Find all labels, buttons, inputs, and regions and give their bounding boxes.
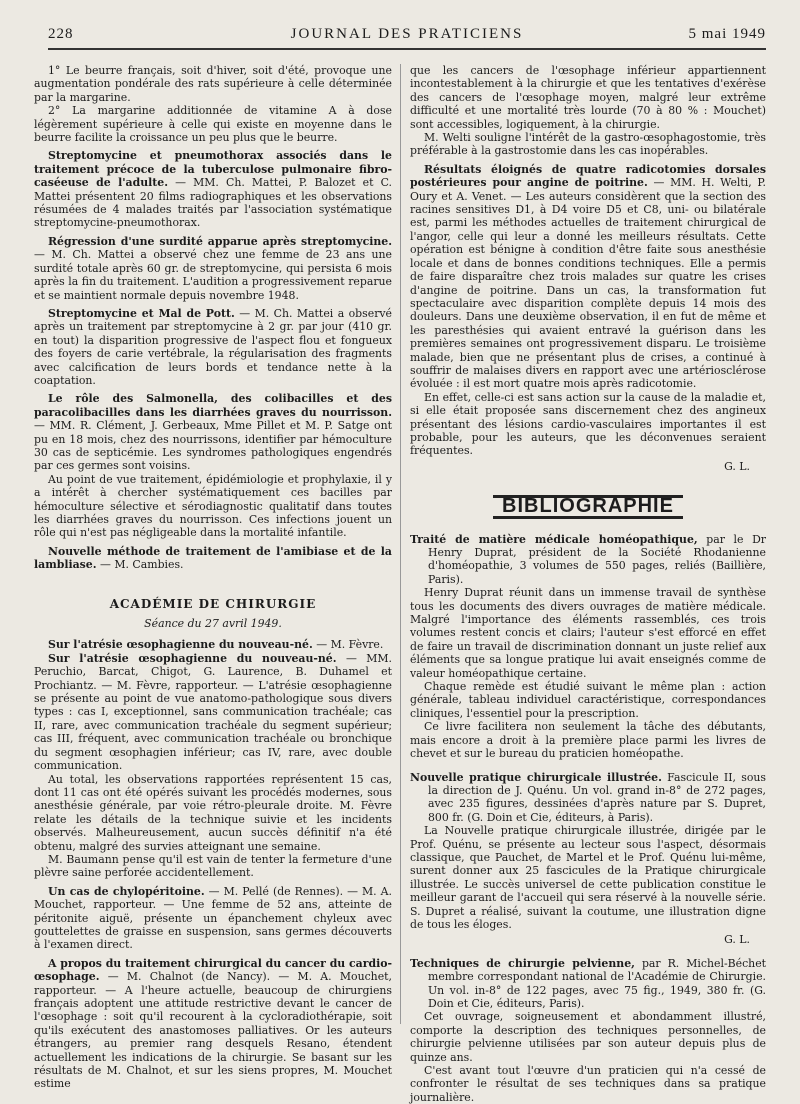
article-title: Streptomycine et Mal de Pott.	[48, 306, 235, 320]
article-item	[34, 235, 392, 302]
article-title: Régression d'une surdité apparue après streptomycine.	[48, 234, 392, 248]
article-item	[34, 957, 392, 1091]
bib-citation	[410, 533, 766, 587]
article-item	[34, 652, 392, 773]
paragraph: Cet ouvrage, soigneusement et abondamment illustré, comporte la description des techniques personnelles, de chirurgie pelvienne utilisées par son auteur depuis plus de quinze ans.	[410, 1010, 766, 1064]
article-body: — M. Pellé (de Rennes). — M. A. Mouchet, rapporteur. — Une femme de 52 ans, atteinte de péritonite aiguë, présente un épanchement chyleux avec gouttelettes de graisse en suspension, sans germes découverts à l'examen direct.	[34, 884, 392, 952]
bibliography-heading: BIBLIOGRAPHIE	[493, 495, 683, 518]
bib-title: Traité de matière médicale homéopathique,	[410, 532, 698, 546]
article-item	[34, 545, 392, 572]
article-body: — M. Ch. Mattei a observé après un traitement par streptomycine à 2 gr. par jour (410 gr. en tout) la disparition progressive de l'aspect flou et fongueux des foyers de carie vertébrale, la régularisation des fragments avec calcification de leurs bords et tendance nette à la coaptation.	[34, 306, 392, 387]
bib-entry	[410, 533, 766, 761]
bib-entry	[410, 771, 766, 947]
paragraph: Henry Duprat réunit dans un immense travail de synthèse tous les documents des divers ouvrages de matière médicale. Malgré l'importance des éléments rassemblés, ces trois volumes restent concis et clairs; l'auteur s'est efforcé en effet de faire un travail de discrimination donnant un juste relief aux éléments que sa longue pratique lui avait enseignés comme de valeur homéopathique certaine.	[410, 586, 766, 680]
paragraph: Au total, les observations rapportées représentent 15 cas, dont 11 cas ont été opérés suivant les procédés modernes, sous anesthésie générale, par voie rétro-pleurale droite. M. Fèvre relate les détails de la technique suivie et les incidents observés. Malheureusement, aucun succès définitif n'a été obtenu, malgré des survies atteignant une semaine.	[34, 772, 392, 853]
bib-details: par R. Michel-Béchet membre correspondant national de l'Académie de Chirurgie. Un vol. in-8° de 122 pages, avec 75 fig., 1949, 380 fr. (G. Doin et Cie, éditeurs, Paris).	[428, 956, 767, 1010]
paragraph: que les cancers de l'œsophage inférieur appartiennent incontestablement à la chirurgie et que les tentatives d'exérèse des cancers de l'œsophage moyen, malgré leur extrême difficulté et une mortalité très lourde (70 à 80 % : Mouchet) sont accessibles, logiquement, à la chirurgie.	[410, 64, 766, 131]
journal-title: JOURNAL DES PRATICIENS	[290, 26, 524, 42]
article-body: — MM. R. Clément, J. Gerbeaux, Mme Pillet et M. P. Satge ont pu en 18 mois, chez des nourrissons, identifier par hémoculture 30 cas de septicémie. Les syndromes pathologiques engendrés par ces germes sont voisins.	[34, 419, 392, 473]
article-title: Résultats éloignés de quatre radicotomies dorsales postérieures pour angine de poitrine.	[410, 162, 766, 190]
article-body: — MM. Ch. Mattei, P. Balozet et C. Mattei présentent 20 films radiographiques et les observations résumées de 4 malades traités par l'association systématique streptomycine-pneumothorax.	[34, 176, 392, 230]
article-body: — M. Chalnot (de Nancy). — M. A. Mouchet, rapporteur. — A l'heure actuelle, beaucoup de chirurgiens français adoptent une attitude restrictive devant le cancer de l'œsophage : soit qu'il recourent à la cycloradiothérapie, soit qu'ils exécutent des anastomoses palliatives. Or les auteurs étrangers, au premier rang desquels Resano, étendent actuellement les indications de la chirurgie. Se basant sur les résultats de M. Chalnot, et sur les siens propres, M. Mouchet estime	[34, 970, 392, 1091]
article-title: Un cas de chylopéritoine.	[48, 884, 205, 898]
bib-entry	[410, 957, 766, 1104]
article-item	[34, 638, 392, 651]
article-title: Sur l'atrésie œsophagienne du nouveau-né.	[48, 651, 337, 665]
article-body: — M. Cambies.	[99, 558, 184, 572]
paragraph: 2° La margarine additionnée de vitamine A à dose légèrement supérieure à celle qui existe en moyenne dans le beurre facilite la croissance un peu plus que le beurre.	[34, 104, 392, 145]
paragraph: 1° Le beurre français, soit d'hiver, soit d'été, provoque une augmentation pondérale des rats supérieure à celle déterminée par la margarine.	[34, 64, 392, 104]
bib-title: Nouvelle pratique chirurgicale illustrée.	[410, 770, 662, 784]
paragraph: C'est avant tout l'œuvre d'un praticien qui n'a cessé de confronter le résultat de ses techniques dans sa pratique journalière.	[410, 1064, 766, 1104]
article-item	[410, 163, 766, 391]
article-body: — MM. Peruchio, Barcat, Chigot, G. Laurence, B. Duhamel et Prochiantz. — M. Fèvre, rapporteur. — L'atrésie œsophagienne se présente au point de vue anatomo-pathologique sous divers types : cas I, exceptionnel, sans communication trachéale; cas II, rare, avec communication trachéale du segment supérieur; cas III, fréquent, avec communication trachéale ou bronchique du segment œsophagien inférieur; cas IV, rare, avec double communication.	[34, 651, 392, 773]
article-body: — M. Fèvre.	[316, 638, 384, 652]
bib-details: par le Dr Henry Duprat, président de la Société Rhodanienne d'homéopathie, 3 volumes de 550 pages, reliés (Baillière, Paris).	[428, 532, 767, 586]
bib-citation	[410, 957, 766, 1011]
paragraph: En effet, celle-ci est sans action sur la cause de la maladie et, si elle était proposée sans discernement chez des angineux présentant des lésions cardio-vasculaires importantes il est probable, pour les auteurs, que les déconvenues seraient fréquentes.	[410, 390, 766, 458]
article-body: — MM. H. Welti, P. Oury et A. Venet. — Les auteurs considèrent que la section des racines sensitives D1, à D4 voire D5 et C8, uni- ou bilatérale est, parmi les méthodes actuelles de traitement chirurgical de l'angor, celle qui leur a donné les meilleurs résultats. Cette opération est bénigne à condition d'être faite sous anesthésie locale et dans de bonnes conditions techniques. Elle a permis de faire disparaître chez trois malades sur quatre les crises d'angine de poitrine. Dans un cas, la transformation fut spectaculaire avec disparition complète depuis 14 mois des douleurs. Dans une deuxième observation, il en fut de même et les paresthésies qui avaient entravé la guérison dans les premières semaines ont progressivement disparu. Le troisième malade, bien que ne présentant plus de crises, a continué à souffrir de malaises divers en rapport avec une artériosclérose évoluée : il est mort quatre mois après radicotomie.	[410, 176, 766, 391]
article-item	[34, 307, 392, 387]
left-column	[34, 64, 392, 1091]
bib-citation	[410, 771, 766, 825]
article-item	[34, 392, 392, 472]
article-item	[34, 149, 392, 229]
paragraph: La Nouvelle pratique chirurgicale illustrée, dirigée par le Prof. Quénu, se présente au lecteur sous l'aspect, désormais classique, que Pauchet, de Martel et le Prof. Quénu lui-même, surent donner aux 25 fascicules de la Pratique chirurgicale illustrée. Le succès universel de cette publication constitue le meilleur garant de l'accueil qui sera réservé à la nouvelle série. S. Dupret a réalisé, suivant la coutume, une illustration digne de tous les éloges.	[410, 824, 766, 931]
page-number: 228	[48, 26, 74, 42]
article-title: Nouvelle méthode de traitement de l'amibiase et de la lambliase.	[34, 544, 392, 572]
signature-initials: G. L.	[724, 933, 750, 947]
paragraph: M. Baumann pense qu'il est vain de tenter la fermeture d'une plèvre saine perforée accidentellement.	[34, 852, 392, 880]
page-header	[48, 22, 766, 50]
article-title: Sur l'atrésie œsophagienne du nouveau-né.	[48, 638, 313, 652]
bib-details: Fascicule II, sous la direction de J. Quénu. Un vol. grand in-8° de 272 pages, avec 235 figures, dessinées d'après nature par S. Dupret, 800 fr. (G. Doin et Cie, éditeurs, à Paris).	[428, 770, 766, 824]
article-title: A propos du traitement chirurgical du cancer du cardio-œsophage.	[34, 956, 392, 984]
bib-title: Techniques de chirurgie pelvienne,	[410, 956, 635, 970]
paragraph: Chaque remède est étudié suivant le même plan : action générale, tableau individuel caractéristique, correspondances cliniques, l'essentiel pour la prescription.	[410, 680, 766, 720]
article-body: — M. Ch. Mattei a observé chez une femme de 23 ans une surdité totale après 60 gr. de streptomycine, qui persista 6 mois après la fin du traitement. L'audition a progressivement reparue et se maintient normale depuis novembre 1948.	[34, 248, 392, 302]
paragraph: M. Welti souligne l'intérêt de la gastro-œsophagostomie, très préférable à la gastrostomie dans les cas inopérables.	[410, 131, 766, 158]
issue-date: 5 mai 1949	[688, 26, 766, 42]
section-title: ACADÉMIE DE CHIRURGIE	[109, 596, 317, 611]
section-subtitle: Séance du 27 avril 1949.	[144, 617, 282, 631]
paragraph: Au point de vue traitement, épidémiologie et prophylaxie, il y a intérêt à chercher systématiquement ces bacilles par hémoculture sélective et sérodiagnostic qualitatif dans toutes les diarrhées graves du nourrisson. Ces infections jouent un rôle qui n'est pas négligeable dans la mortalité infantile.	[34, 472, 392, 540]
right-column	[410, 64, 767, 1104]
column-divider	[400, 64, 401, 1024]
signature-initials: G. L.	[724, 459, 750, 473]
article-title: Streptomycine et pneumothorax associés dans le traitement précoce de la tuberculose pulmonaire fibro-caséeuse de l'adulte.	[34, 149, 392, 190]
paragraph: Ce livre facilitera non seulement la tâche des débutants, mais encore a droit à la première place parmi les livres de chevet et sur le bureau du praticien homéopathe.	[410, 720, 766, 761]
article-item	[34, 885, 392, 952]
article-title: Le rôle des Salmonella, des colibacilles et des paracolibacilles dans les diarrhées graves du nourrisson.	[34, 392, 392, 419]
